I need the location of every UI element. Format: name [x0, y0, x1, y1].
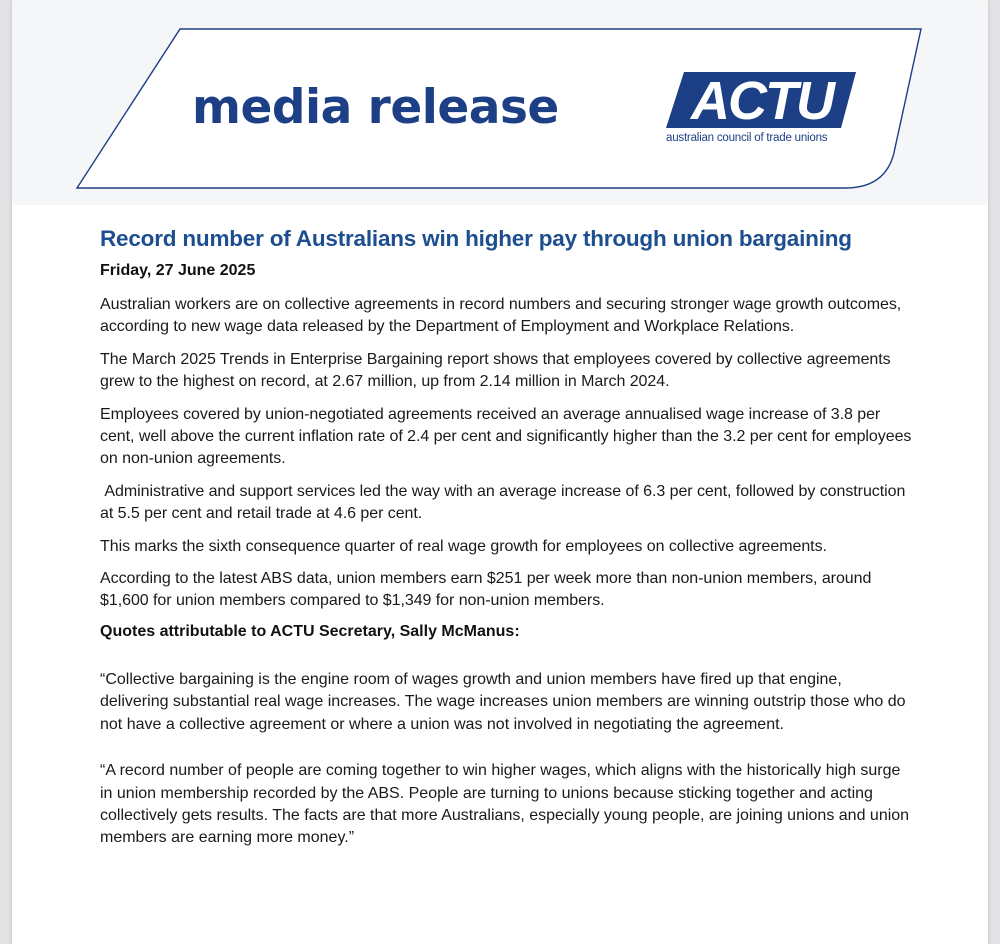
- release-headline: Record number of Australians win higher pay through union bargaining: [100, 226, 852, 251]
- actu-logo-subtitle: australian council of trade unions: [666, 132, 828, 144]
- header-banner: [12, 0, 988, 205]
- body-paragraph: Australian workers are on collective agreements in record numbers and securing stronger wage growth outcomes, according to new wage data released by the Department of Employment and Workplace Relations.: [100, 296, 902, 336]
- release-body: [100, 226, 912, 874]
- quotes-heading: Quotes attributable to ACTU Secretary, Sally McManus:: [100, 622, 520, 640]
- quote-paragraph: “A record number of people are coming together to win higher wages, which aligns with the historically high surge in union membership recorded by the ABS. People are turning to unions because sticking together and acting collectively gets results. The facts are that more Australians, especially young people, are joining unions and union members are earning more money.”: [100, 762, 910, 847]
- actu-logo: [662, 70, 862, 150]
- body-paragraph: This marks the sixth consequence quarter of real wage growth for employees on collective agreements.: [100, 537, 827, 555]
- body-paragraph: According to the latest ABS data, union members earn $251 per week more than non-union members, around $1,600 for union members compared to $1,349 for non-union members.: [100, 570, 872, 610]
- body-paragraph: Employees covered by union-negotiated agreements received an average annualised wage increase of 3.8 per cent, well above the current inflation rate of 2.4 per cent and significantly higher than the 3.2 per cent for employees on non-union agreements.: [100, 405, 912, 468]
- body-paragraph: Administrative and support services led the way with an average increase of 6.3 per cent, followed by construction at 5.5 per cent and retail trade at 4.6 per cent.: [100, 482, 910, 523]
- actu-logo-mark: [662, 70, 862, 132]
- document-page: [12, 0, 988, 944]
- quote-paragraph: “Collective bargaining is the engine room of wages growth and union members have fired up that engine, delivering substantial real wage increases. The wage increases union members are winning outstrip those who do not have a collective agreement or where a union was not involved in negotiating the agreement.: [100, 670, 906, 733]
- body-paragraph: The March 2025 Trends in Enterprise Bargaining report shows that employees covered by collective agreements grew to the highest on record, at 2.67 million, up from 2.14 million in March 2024.: [100, 350, 891, 391]
- release-date: Friday, 27 June 2025: [100, 262, 256, 279]
- actu-logo-letters: ACTU: [691, 71, 833, 131]
- media-release-title: media release: [192, 80, 559, 135]
